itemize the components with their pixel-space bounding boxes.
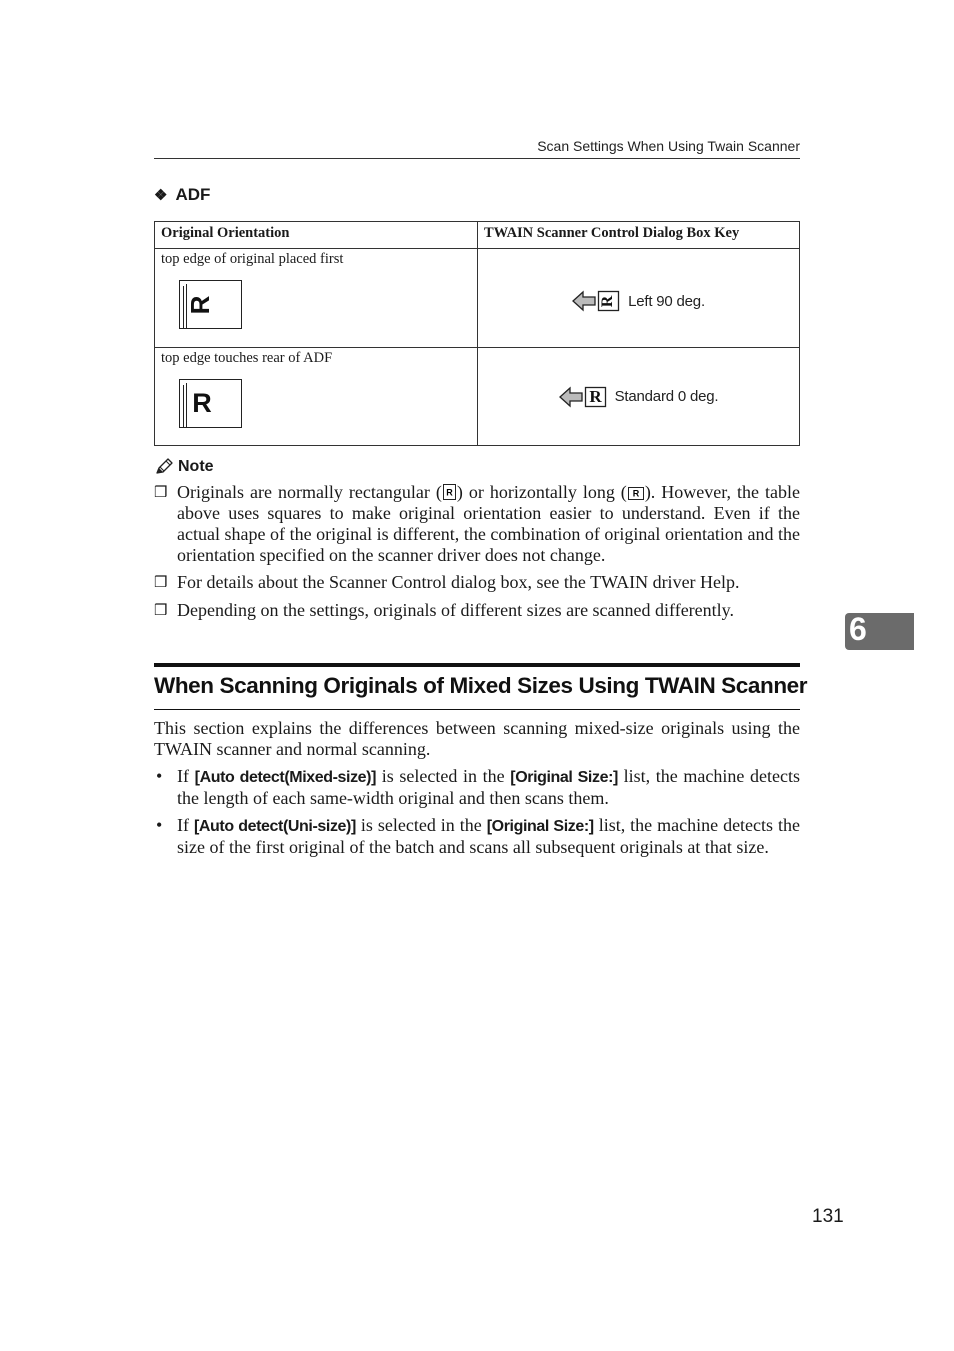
note-text-part: ) or horizontally long (	[456, 482, 627, 502]
note-label: Note	[178, 458, 214, 475]
dialog-key-cell	[478, 348, 800, 446]
col-header-orientation: Original Orientation	[155, 222, 478, 249]
orientation-text: top edge touches rear of ADF	[161, 350, 333, 366]
rotated-r-original-icon	[179, 280, 241, 328]
note-text	[177, 482, 800, 566]
note-text: For details about the Scanner Control dialog box, see the TWAIN driver Help.	[177, 572, 740, 592]
table-header-row	[155, 222, 800, 249]
rotate-standard-arrow-icon	[559, 385, 609, 409]
diamond-bullet-icon: ❖	[154, 187, 168, 204]
note-item	[154, 482, 800, 566]
text-part: If	[177, 815, 194, 835]
note-text: Depending on the settings, originals of different sizes are scanned differently.	[177, 600, 734, 620]
key-auto-detect-mixed: [Auto detect(Mixed-size)]	[194, 769, 377, 786]
bullet-dot: •	[156, 766, 163, 786]
key-original-size: [Original Size:]	[510, 769, 618, 786]
orientation-cell	[155, 249, 478, 348]
text-part: list, the machine detects the length of each same-width original and then scans them.	[177, 766, 800, 808]
note-list	[154, 482, 800, 628]
svg-text:R: R	[599, 295, 617, 308]
section-rule	[154, 709, 800, 710]
note-item	[154, 572, 800, 594]
key-label: Left 90 deg.	[628, 292, 705, 310]
list-item	[154, 766, 800, 809]
svg-text:R: R	[446, 487, 453, 498]
svg-text:R: R	[184, 295, 215, 315]
list-item-text	[177, 766, 800, 809]
checkbox-bullet-icon: ❒	[154, 575, 168, 591]
list-item-text	[177, 815, 800, 858]
key-original-size: [Original Size:]	[486, 818, 594, 835]
page-number: 131	[812, 1206, 844, 1227]
key-label: Standard 0 deg.	[614, 388, 719, 405]
chapter-number: 6	[849, 611, 867, 647]
svg-text:R: R	[632, 488, 640, 499]
text-part: If	[177, 766, 195, 786]
adf-heading-label: ADF	[175, 185, 211, 204]
upright-r-original-icon	[179, 379, 241, 427]
running-header: Scan Settings When Using Twain Scanner	[537, 138, 800, 154]
header-rule	[154, 158, 800, 159]
section-rule	[154, 663, 800, 667]
note-heading	[154, 458, 214, 476]
table-row	[155, 348, 800, 446]
checkbox-bullet-icon: ❒	[154, 603, 168, 619]
orientation-table	[154, 221, 800, 446]
orientation-text: top edge of original placed first	[161, 251, 344, 267]
key-auto-detect-uni: [Auto detect(Uni-size)]	[193, 818, 356, 835]
left-90-key	[478, 249, 799, 347]
portrait-original-icon	[443, 484, 456, 500]
note-item	[154, 600, 800, 622]
rotate-left-arrow-icon	[572, 289, 622, 313]
note-text-part: ). However, the table above uses squares to make original orientation easier to understand. Even if the actual shape of the original is different, the combination of original orientation and the orientation specified on the scanner driver does not change.	[177, 482, 801, 565]
text-part: list, the machine detects the size of the first original of the batch and scans all subsequent originals at that size.	[177, 815, 801, 857]
table-row	[155, 249, 800, 348]
chapter-tab	[845, 613, 914, 650]
landscape-original-icon	[628, 487, 644, 500]
dialog-key-cell	[478, 249, 800, 348]
orientation-cell	[155, 348, 478, 446]
text-part: is selected in the	[376, 766, 511, 786]
text-part: is selected in the	[355, 815, 487, 835]
adf-heading	[154, 185, 210, 205]
note-text-part: Originals are normally rectangular (	[177, 482, 442, 502]
pencil-icon	[154, 458, 174, 476]
section-intro: This section explains the differences between scanning mixed-size originals using the TWAIN scanner and normal scanning.	[154, 718, 800, 759]
bullet-list	[154, 766, 800, 864]
bullet-dot: •	[156, 815, 163, 835]
standard-0-key	[478, 348, 799, 445]
col-header-dialog-key: TWAIN Scanner Control Dialog Box Key	[478, 222, 800, 249]
section-title: When Scanning Originals of Mixed Sizes Using TWAIN Scanner	[154, 673, 808, 698]
svg-text:R: R	[192, 388, 212, 419]
svg-text:R: R	[588, 386, 602, 406]
checkbox-bullet-icon: ❒	[154, 485, 168, 501]
list-item	[154, 815, 800, 858]
